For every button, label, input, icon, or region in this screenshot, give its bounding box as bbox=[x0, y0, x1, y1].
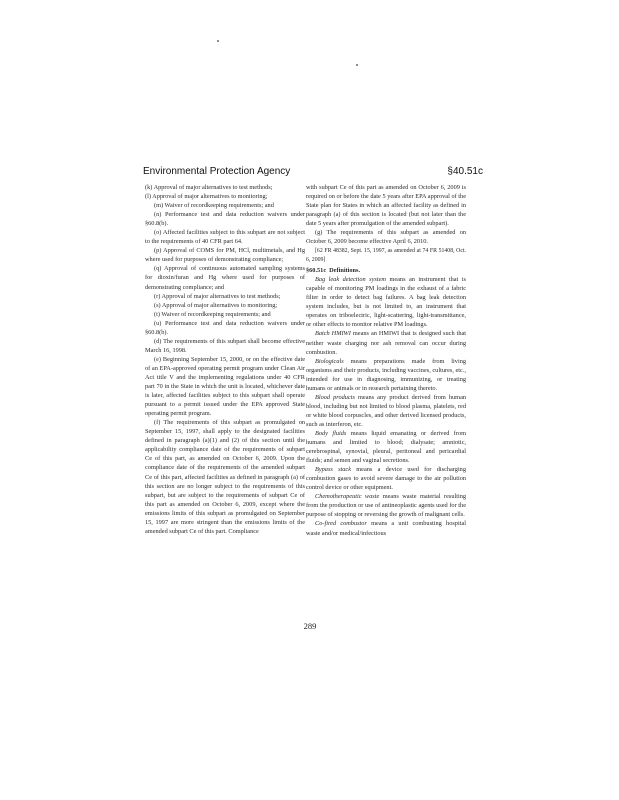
paragraph: (p) Approval of COMS for PM, HCl, multimetals, and Hg where used for purposes of demonstrating compliance; bbox=[145, 247, 305, 264]
paragraph: (q) Approval of continuous automated sampling systems for dioxin/furan and Hg where used for purposes of demonstrating compliance; and bbox=[145, 265, 305, 291]
paragraph: (m) Waiver of recordkeeping requirements; and bbox=[154, 202, 274, 210]
paragraph: (g) The requirements of this subpart as amended on October 6, 2009 become effective April 6, 2010. bbox=[306, 229, 466, 246]
paragraph: (u) Performance test and data reduction waivers under §60.8(b). bbox=[145, 319, 305, 336]
scan-speck bbox=[217, 40, 219, 42]
definition-text: means waste material resulting from the production or use of antineoplastic agents used for the purpose of stopping or reversing the growth of malignant cells. bbox=[306, 493, 467, 519]
section-title: Definitions. bbox=[329, 267, 361, 275]
left-column bbox=[145, 183, 305, 536]
definition bbox=[306, 329, 466, 356]
paragraph: (d) The requirements of this subpart shall become effective March 16, 1998. bbox=[145, 337, 305, 354]
definition bbox=[306, 393, 466, 429]
section-heading bbox=[306, 266, 466, 275]
definition-term: Co-fired combustor bbox=[315, 520, 367, 528]
running-header-agency: Environmental Protection Agency bbox=[143, 166, 291, 177]
definition bbox=[306, 275, 466, 329]
definition-term: Chemotherapeutic waste bbox=[315, 493, 380, 501]
definition-text: means an HMIWI that is designed such that neither waste charging nor ash removal can occur during combustion. bbox=[306, 330, 467, 356]
definition bbox=[306, 492, 466, 519]
definition-text: means liquid emanating or derived from humans and limited to blood; dialysate; amniotic, cerebrospinal, synovial, pleural, peritoneal and pericardial fluids; and semen and vaginal secretions. bbox=[306, 429, 467, 465]
right-column bbox=[306, 183, 466, 538]
definition-term: Bag leak detection system bbox=[315, 276, 386, 284]
running-header-section: §40.51c bbox=[447, 166, 483, 177]
definition bbox=[306, 519, 466, 537]
paragraph: (l) Approval of major alternatives to monitoring; bbox=[145, 193, 268, 201]
paragraph: (t) Waiver of recordkeeping requirements; and bbox=[154, 310, 271, 318]
definition bbox=[306, 429, 466, 465]
paragraph: (n) Performance test and data reduction waivers under §60.8(b). bbox=[145, 211, 305, 228]
paragraph: (f) The requirements of this subpart as promulgated on September 15, 1997, shall apply to the designated facilities defined in paragraph (a)(1) and (2) of this section until the applicability compliance date of the requirements of subpart Ce of this part, as amended on October 6, 2009. Upon the compliance date of the requirements of the amended subpart Ce of this part, affected facilities as defined in paragraph (a) of this section are no longer subject to the requirements of this subpart, but are subject to the requirements of subpart Ce of this part as amended on October 6, 2009, except where the emissions limits of this subpart as promulgated on September 15, 1997 are more stringent than the emissions limits of the amended subpart Ce of this part. Compliance bbox=[145, 419, 305, 535]
definition-term: Biologicals bbox=[315, 357, 344, 365]
paragraph: (s) Approval of major alternatives to monitoring; bbox=[154, 301, 278, 309]
paragraph: (e) Beginning September 15, 2000, or on the effective date of an EPA-approved operating permit program under Clean Air Act title V and the implementing regulations under 40 CFR part 70 in the State in which the unit is located, whichever date is later, affected facilities subject to this subpart shall operate pursuant to a permit issued under the EPA approved State operating permit program. bbox=[145, 355, 305, 418]
definition-text: means preparations made from living organisms and their products, including vaccines, cultures, etc., intended for use in diagnosing, immunizing, or treating humans or animals or in research pertaining thereto. bbox=[306, 357, 466, 392]
scan-speck bbox=[356, 64, 358, 66]
definition bbox=[306, 465, 466, 492]
definition-term: Blood products bbox=[315, 393, 355, 401]
source-note: [62 FR 48382, Sept. 15, 1997, as amended at 74 FR 51408, Oct. 6, 2009] bbox=[306, 248, 466, 263]
paragraph: with subpart Ce of this part as amended on October 6, 2009 is required on or before the date 5 years after EPA approval of the State plan for States in which an affected facility as defined in paragraph (a) of this section is located (but not later than the date 5 years after promulgation of the amended subpart). bbox=[306, 184, 466, 228]
definition bbox=[306, 357, 466, 393]
definition-term: Bypass stack bbox=[315, 466, 352, 474]
definition-term: Body fluids bbox=[315, 429, 347, 437]
definition-text: means any product derived from human blood, including but not limited to blood plasma, platelets, red or white blood corpuscles, and other derived licensed products, such as interferon, etc. bbox=[306, 393, 467, 428]
page-number: 289 bbox=[303, 621, 317, 631]
definition-text: means an instrument that is capable of monitoring PM loadings in the exhaust of a fabric filter in order to detect bag failures. A bag leak detection system includes, but is not limited to, an instrument that operates on triboelectric, light-scattering, light-transmittance, or other effects to monitor relative PM loadings. bbox=[306, 276, 466, 329]
definition-term: Batch HMIWI bbox=[315, 330, 351, 338]
section-number: §60.51c bbox=[306, 267, 327, 275]
definition-text: means a device used for discharging combustion gases to avoid severe damage to the air pollution control device or other equipment. bbox=[306, 466, 466, 492]
definition-text: means a unit combusting hospital waste and/or medical/infectious bbox=[306, 520, 466, 537]
paragraph: (r) Approval of major alternatives to test methods; bbox=[154, 292, 281, 300]
paragraph: (o) Affected facilities subject to this subpart are not subject to the requirements of 40 CFR part 64. bbox=[145, 229, 305, 246]
paragraph: (k) Approval of major alternatives to test methods; bbox=[145, 184, 273, 191]
